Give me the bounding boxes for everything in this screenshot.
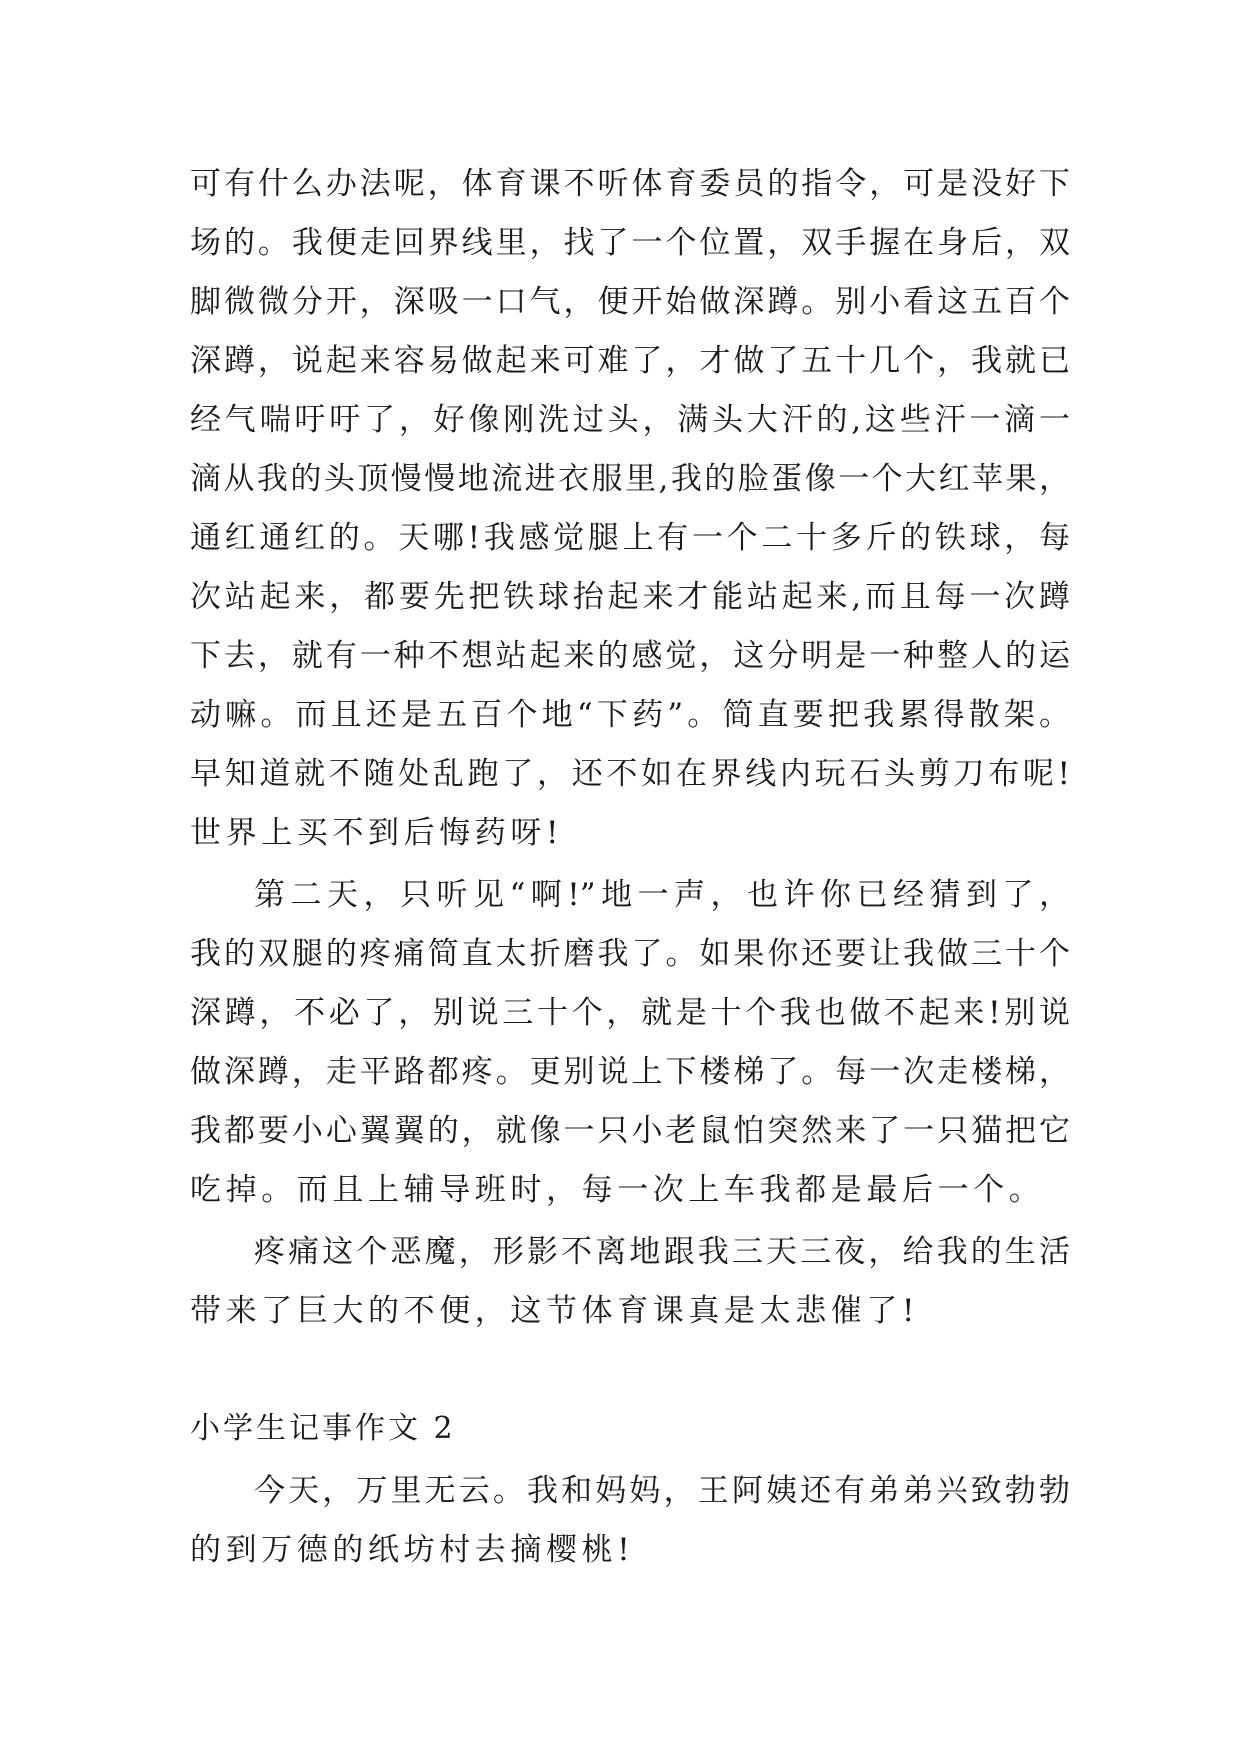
body-text-line: 我都要小心翼翼的，就像一只小老鼠怕突然来了一只猫把它 (190, 1113, 1070, 1149)
body-text-line: 我的双腿的疼痛简直太折磨我了。如果你还要让我做三十个 (190, 936, 1070, 972)
body-text-line: 可有什么办法呢，体育课不听体育委员的指令，可是没好下 (190, 166, 1070, 202)
body-text-line: 次站起来，都要先把铁球抬起来才能站起来,而且每一次蹲 (190, 579, 1070, 615)
body-text-line: 通红通红的。天哪!我感觉腿上有一个二十多斤的铁球，每 (190, 520, 1070, 556)
body-text-line: 场的。我便走回界线里，找了一个位置，双手握在身后，双 (190, 225, 1070, 261)
body-text-line: 经气喘吁吁了，好像刚洗过头，满头大汗的,这些汗一滴一 (190, 402, 1070, 438)
body-text-line: 吃掉。而且上辅导班时，每一次上车我都是最后一个。 (190, 1172, 1045, 1208)
body-text-line: 下去，就有一种不想站起来的感觉，这分明是一种整人的运 (190, 638, 1070, 674)
body-text-line: 脚微微分开，深吸一口气，便开始做深蹲。别小看这五百个 (190, 284, 1070, 320)
body-text-line: 世界上买不到后悔药呀! (190, 815, 564, 851)
body-text-line: 做深蹲，走平路都疼。更别说上下楼梯了。每一次走楼梯， (190, 1054, 1070, 1090)
body-text-line: 第二天，只听见“啊!”地一声，也许你已经猜到了， (254, 877, 1070, 913)
body-text-line: 深蹲，不必了，别说三十个，就是十个我也做不起来!别说 (190, 995, 1070, 1031)
body-text-line: 早知道就不随处乱跑了，还不如在界线内玩石头剪刀布呢! (190, 756, 1070, 792)
section-heading: 小学生记事作文 2 (190, 1411, 456, 1446)
body-text-line: 的到万德的纸坊村去摘樱桃! (190, 1532, 635, 1568)
body-text-line: 疼痛这个恶魔，形影不离地跟我三天三夜，给我的生活 (254, 1234, 1070, 1270)
body-text-line: 带来了巨大的不便，这节体育课真是太悲催了! (190, 1293, 920, 1329)
body-text-line: 深蹲，说起来容易做起来可难了，才做了五十几个，我就已 (190, 343, 1070, 379)
body-text-line: 滴从我的头顶慢慢地流进衣服里,我的脸蛋像一个大红苹果， (190, 461, 1070, 497)
body-text-line: 今天，万里无云。我和妈妈，王阿姨还有弟弟兴致勃勃 (254, 1473, 1070, 1509)
body-text-line: 动嘛。而且还是五百个地“下药”。简直要把我累得散架。 (190, 697, 1070, 733)
